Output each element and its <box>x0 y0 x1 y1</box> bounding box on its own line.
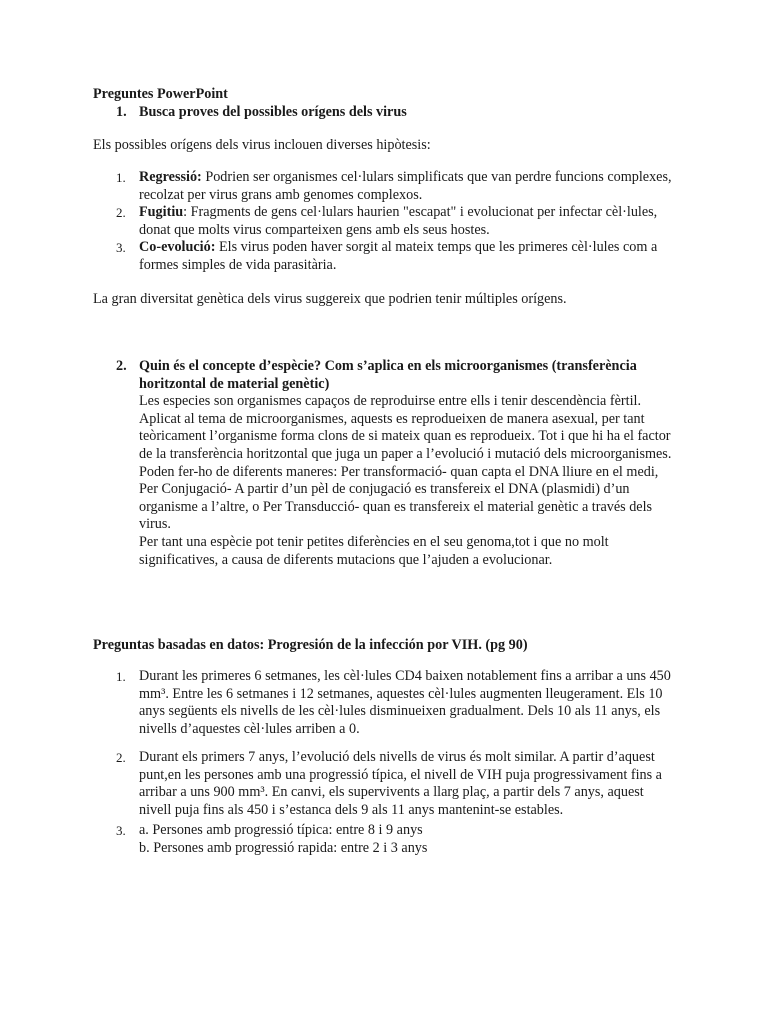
hiv-answer-3 <box>93 822 693 857</box>
list-marker: 2. <box>116 205 126 221</box>
origins-intro: Els possibles orígens dels virus inclouen diverses hipòtesis: <box>93 137 431 153</box>
hypotheses-list <box>93 169 689 275</box>
answer-text: Durant les primeres 6 setmanes, les cèl·lules CD4 baixen notablement fins a arribar a uns 450 mm³. Entre les 6 setmanes i 12 setmanes, aquestes cèl·lules augmenten lleugerament. Els 10 anys següents els nivells de les cèl·lules disminueixen gradualment. Dels 10 als 11 anys, els nivells d’aquestes cèl·lules arriben a 0. <box>139 668 671 737</box>
list-item <box>93 822 693 857</box>
question-1-title: Busca proves del possibles orígens dels virus <box>139 103 407 120</box>
answer-text: Durant els primers 7 anys, l’evolució dels nivells de virus és molt similar. A partir d’aquest punt,en les persones amb una progressió típica, el nivell de VIH puja progressivament fins a arribar a uns 900 mm³. En canvi, els supervivents a llarg plaç, a partir dels 7 anys, aquest nivell puja fins als 450 i s’estanca dels 9 als 11 anys mantenint-se estables. <box>139 749 662 818</box>
hiv-answer-1 <box>93 668 677 738</box>
list-marker: 1. <box>116 669 126 684</box>
list-item <box>93 239 689 274</box>
section-powerpoint <box>93 86 693 121</box>
hypothesis-term: Regressió: <box>139 169 202 185</box>
section-title-hiv: Preguntas basadas en datos: Progresión de la infección por VIH. (pg 90) <box>93 637 528 653</box>
hypothesis-text: Els virus poden haver sorgit al mateix temps que les primeres cèl·lules com a formes simples de vida parasitària. <box>139 239 658 273</box>
section-title-powerpoint: Preguntes PowerPoint <box>93 86 228 102</box>
list-marker: 2. <box>116 750 126 765</box>
list-item <box>93 749 677 819</box>
question-2-paragraph: Les especies son organismes capaços de reproduirse entre ells i tenir descendència fèrtil. <box>139 393 642 410</box>
question-1-number: 1. <box>116 103 127 120</box>
question-1 <box>93 104 693 122</box>
hypothesis-text: Podrien ser organismes cel·lulars simplificats que van perdre funcions complexes, recolzat per virus grans amb genomes complexos. <box>139 169 672 203</box>
hypothesis-text: : Fragments de gens cel·lulars haurien "escapat" i evolucionat per infectar cèl·lules, donat que molts virus comparteixen gens amb els seus hostes. <box>139 204 658 238</box>
question-2-paragraph: Per tant una espècie pot tenir petites diferències en el seu genoma,tot i que no molt significatives, a causa de diferents mutacions que l’ajuden a evolucionar. <box>139 533 609 568</box>
answer-line: b. Persones amb progressió rapida: entre 2 i 3 anys <box>139 839 428 856</box>
list-item <box>93 204 689 239</box>
question-2-paragraph: Aplicat al tema de microorganismes, aquests es reprodueixen de manera asexual, per tant teòricament l’organisme forma clons de si mateix quan es reprodueix. Tot i que hi ha el factor de la transferència horitzontal que juga un paper a l’evolució i mutació dels microorganismes. Poden fer-ho de diferents maneres: Per transformació- quan capta el DNA lliure en el medi, Per Conjugació- A partir d’un pèl de conjugació es transfereix el DNA (plasmidi) d’un organisme a l’altre, o Per Transducció- quan es transfereix el material genètic a través dels virus. <box>139 410 672 533</box>
section-hiv <box>93 637 693 655</box>
list-item <box>93 169 689 204</box>
origins-conclusion: La gran diversitat genètica dels virus suggereix que podrien tenir múltiples orígens. <box>93 291 567 307</box>
question-2-item <box>93 358 675 569</box>
origins-intro-block <box>93 137 693 155</box>
question-2-title: Quin és el concepte d’espècie? Com s’aplica en els microorganismes (transferència horitzontal de material genètic) <box>139 358 637 392</box>
hypothesis-term: Fugitiu <box>139 204 184 221</box>
hypothesis-term: Co-evolució: <box>139 239 216 256</box>
question-2-number: 2. <box>116 358 127 374</box>
answer-line: a. Persones amb progressió típica: entre 8 i 9 anys <box>139 822 423 838</box>
hiv-answer-2 <box>93 749 677 819</box>
list-item <box>93 668 677 738</box>
list-marker: 3. <box>116 823 126 838</box>
answer-lines <box>139 822 693 857</box>
question-2 <box>93 358 675 569</box>
list-marker: 3. <box>116 240 126 256</box>
origins-conclusion-block <box>93 291 693 309</box>
list-marker: 1. <box>116 170 126 185</box>
